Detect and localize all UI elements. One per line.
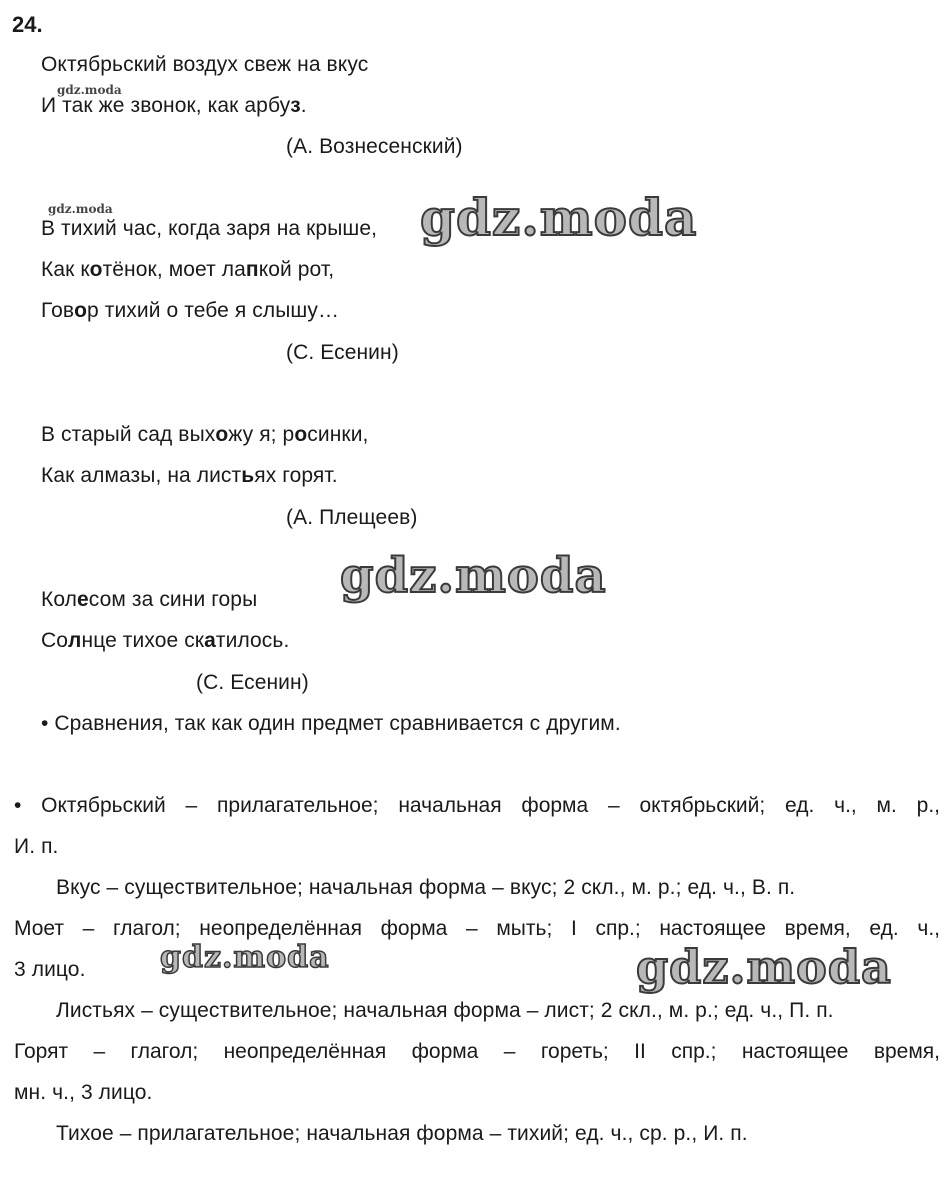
- poem3-line1: [41, 422, 368, 448]
- poem1-line1: Октябрьский воздух свеж на вкус: [41, 53, 369, 76]
- watermark-large: gdz.moda: [636, 940, 892, 994]
- watermark-small: gdz.moda: [48, 202, 113, 216]
- poem4-author: (С. Есенин): [196, 671, 309, 694]
- text-segment: Как к: [41, 258, 90, 281]
- text-segment: .: [300, 94, 307, 117]
- watermark-small: gdz.moda: [57, 83, 122, 97]
- highlighted-letter: з: [290, 94, 301, 117]
- text-segment: Кол: [41, 588, 78, 611]
- highlighted-letter: ь: [241, 464, 255, 487]
- text-segment: кой рот,: [258, 258, 335, 281]
- analysis-goryat-line2: мн. ч., 3 лицо.: [14, 1081, 153, 1104]
- highlighted-letter: е: [77, 588, 89, 611]
- text-segment: Гов: [41, 299, 75, 322]
- highlighted-letter: о: [215, 423, 229, 446]
- poem3-line2: [41, 463, 338, 489]
- analysis-moet-line1: Моет – глагол; неопределённая форма – мыть; I спр.; настоящее время, ед. ч.,: [14, 917, 940, 940]
- highlighted-letter: л: [68, 629, 82, 652]
- answer-comparison: • Сравнения, так как один предмет сравнивается с другим.: [41, 712, 621, 735]
- poem2-line3: [41, 298, 339, 324]
- highlighted-letter: о: [294, 423, 308, 446]
- text-segment: синки,: [307, 423, 369, 446]
- text-segment: сом за сини горы: [88, 588, 258, 611]
- exercise-number: 24.: [12, 12, 43, 37]
- text-segment: В старый сад вых: [41, 423, 216, 446]
- poem3-author: (А. Плещеев): [286, 506, 418, 529]
- watermark-large: gdz.moda: [160, 940, 330, 975]
- poem2-author: (С. Есенин): [286, 341, 399, 364]
- analysis-oktyabrsky-line2: И. п.: [14, 835, 59, 858]
- analysis-vkus: Вкус – существительное; начальная форма – вкус; 2 скл., м. р.; ед. ч., В. п.: [56, 876, 796, 899]
- text-segment: нце тихое ск: [81, 629, 205, 652]
- analysis-moet-line2: 3 лицо.: [14, 958, 86, 981]
- text-segment: И так же звонок, как арбу: [41, 94, 291, 117]
- poem2-line1: В тихий час, когда заря на крыше,: [41, 217, 378, 240]
- highlighted-letter: о: [74, 299, 88, 322]
- highlighted-letter: о: [89, 258, 103, 281]
- poem1-author: (А. Вознесенский): [286, 135, 463, 158]
- highlighted-letter: а: [204, 629, 216, 652]
- text-segment: жу я; р: [228, 423, 295, 446]
- poem4-line2: [41, 628, 289, 654]
- text-segment: Со: [41, 629, 69, 652]
- poem2-line2: [41, 257, 334, 283]
- analysis-oktyabrsky-line1: • Октябрьский – прилагательное; начальная форма – октябрьский; ед. ч., м. р.,: [14, 794, 940, 817]
- text-segment: тёнок, моет ла: [102, 258, 246, 281]
- poem4-line1: [41, 587, 257, 613]
- text-segment: р тихий о тебе я слышу…: [87, 299, 340, 322]
- analysis-goryat-line1: Горят – глагол; неопределённая форма – гореть; II спр.; настоящее время,: [14, 1040, 940, 1063]
- watermark-large: gdz.moda: [340, 548, 607, 604]
- highlighted-letter: п: [245, 258, 259, 281]
- text-segment: ях горят.: [254, 464, 338, 487]
- watermark-large: gdz.moda: [420, 188, 698, 247]
- text-segment: Как алмазы, на лист: [41, 464, 242, 487]
- analysis-tihoe: Тихое – прилагательное; начальная форма – тихий; ед. ч., ср. р., И. п.: [56, 1122, 748, 1145]
- text-segment: тилось.: [215, 629, 290, 652]
- analysis-listyah: Листьях – существительное; начальная форма – лист; 2 скл., м. р.; ед. ч., П. п.: [56, 999, 834, 1022]
